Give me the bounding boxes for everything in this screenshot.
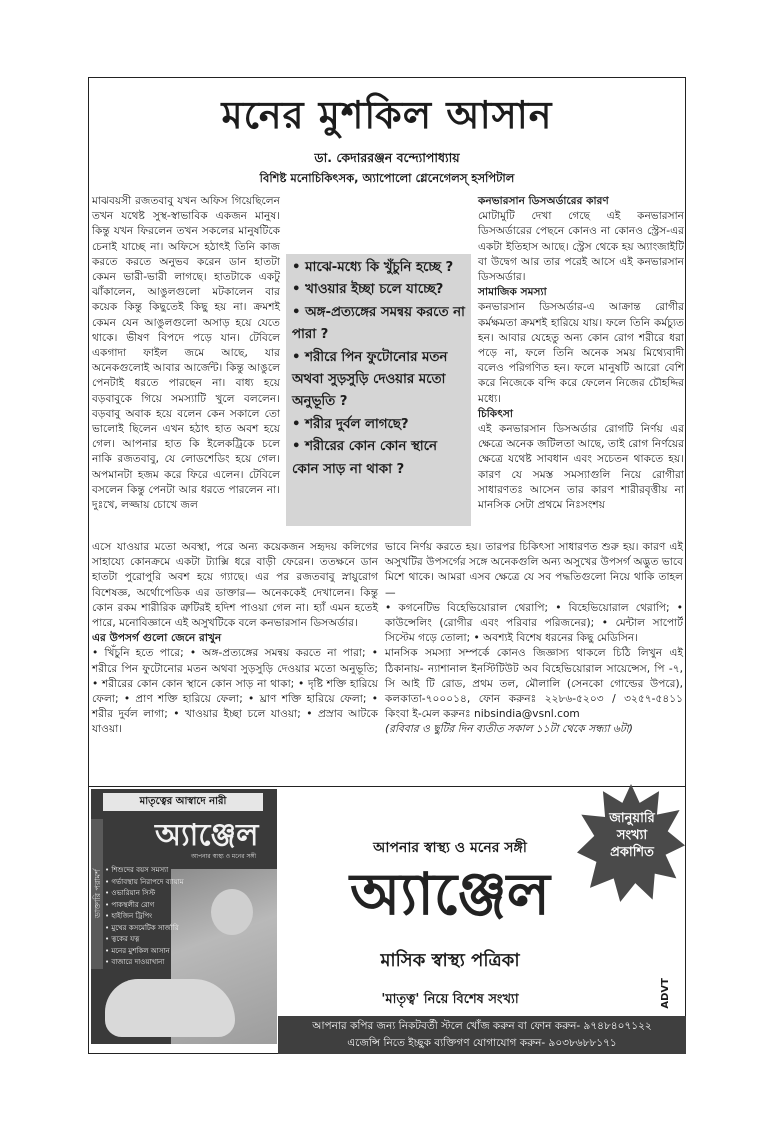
ad-footer: [278, 1016, 686, 1054]
box-item: • শরীরের কোন কোন স্থানে কোন সাড় না থাকা ?: [292, 439, 437, 477]
body-paragraph: মাঝবয়সী রজতবাবু যখন অফিস গিয়েছিলেন তখন যথেষ্ট সুস্থ-স্বাভাবিক একজন মানুষ। কিন্তু যখন ফিরলেন তখন সকলের মানুষটিকে চেনাই যাচ্ছে না। অফিসে হঠাৎই তিনি কাজ করতে করতে অনুভব করেন ডান হাতটা কেমন ভারী-ভারী লাগছে। হাতটাকে একটু ঝাঁকালেন, আঙুলগুলো মটকালেন বার কয়েক কিন্তু কিছুতেই কিছু হয় না। ক্রমশই কেমন যেন আঙুলগুলো অসাড় হয়ে যেতে থাকে। ভীষণ বিপদে পড়ে যান। টেবিলে একগাদা ফাইল জমে আছে, যার অনেকগুলোই আবার আর্জেন্ট। কিন্তু আঙুলে পেনটাই ধরতে পারছেন না। বাধ্য হয়ে বড়বাবুকে গিয়ে সমস্যাটি খুলে বললেন। বড়বাবু অবাক হয়ে বলেন কেন সকালে তো ভালোই ছিলেন এখন হঠাৎ হাত অবশ হয়ে গেল। আপনার হাত কি ইলেকট্রিকে চলে নাকি রজতবাবু, যে লোডশেডিং হয়ে গেল। অপমানটা হজম করে ফিরে এলেন। টেবিলে বসলেন কিন্তু পেনটা আর ধরতে পারলেন না। দুঃখে, লজ্জায় চোখে জল: [92, 195, 280, 512]
baby-image: [105, 979, 235, 1037]
article-title: মনের মুশকিল আসান: [221, 92, 553, 137]
right-column-text: [478, 194, 684, 513]
cover-list-item: • ওভারিয়ান সিস্ট: [105, 889, 156, 897]
ad-divider: [88, 786, 686, 787]
body-paragraph: এসে যাওয়ার মতো অবস্থা, পরে অন্য কয়েকজন সহৃদয় কলিগের সাহায্যে কোনক্রমে একটা ট্যাক্সি ধরে বাড়ী ফেরেন। ততক্ষনে ডান হাতটা পুরোপুরি অবশ হয়ে গ্যাছে। এর পর রজতবাবু স্নায়ুরোগ বিশেষজ্ঞ, অর্থোপেডিক এর ডাক্তার— অনেককেই দেখালেন। কিন্তু কোন রকম শারীরিক ত্রুটিরই হদিশ পাওয়া গেল না। হ্যাঁ এমন হতেই পারে, মনোবিজ্ঞানে এই অসুখটিকে বলে কনভারসান ডিসঅর্ডার।: [92, 541, 378, 630]
left-column-text: [92, 194, 280, 513]
ad-tagline: আপনার স্বাস্থ্য ও মনের সঙ্গী: [373, 840, 527, 856]
magazine-logo: অ্যাঞ্জেল: [350, 860, 550, 928]
lower-left-text: [92, 540, 378, 738]
section-heading: কনভারসান ডিসঅর্ডারের কারণ: [478, 195, 609, 207]
cover-side-label: ডাক্তারি পরামর্শ: [91, 819, 103, 969]
cover-tagline: মাতৃত্বের আস্বাদে নারী: [103, 793, 263, 811]
author-designation: বিশিষ্ট মনোচিকিৎসক, অ্যাপোলো গ্লেনেগেলস্ হসপিটাল: [259, 171, 515, 185]
cover-list-item: • পাকস্থলীর রোগ: [105, 900, 155, 909]
section-heading: চিকিৎসা: [478, 407, 513, 420]
cover-contents-list: [105, 865, 195, 969]
office-hours-note: (রবিবার ও ছুটির দিন ব্যতীত সকাল ১১টা থেকে সন্ধ্যা ৬টা): [385, 723, 633, 736]
cover-list-item: • ত্বকের যত্ন: [105, 935, 140, 943]
magazine-descriptor: মাসিক স্বাস্থ্য পত্রিকা: [380, 950, 520, 971]
advt-label: ADVT: [660, 978, 671, 1009]
author-name: ডা. কেদাররঞ্জন বন্দ্যোপাধ্যায়: [314, 150, 460, 165]
burst-line: সংখ্যা: [616, 828, 648, 843]
cover-list-item: • মুখের কসমেটিক সার্জারি: [105, 923, 179, 932]
cover-logo: অ্যাঞ্জেল: [155, 818, 259, 853]
symptom-question-box: [286, 254, 471, 526]
cover-subtitle: আপনার স্বাস্থ্য ও মনের সঙ্গী: [191, 853, 257, 860]
magazine-cover: [91, 789, 277, 1044]
lower-right-text: [385, 540, 683, 738]
body-paragraph: মোটামুটি দেখা গেছে এই কনভারসান ডিসঅর্ডারের পেছনে কোনও না কোনও স্ট্রেস-এর একটা ইতিহাস আছে। স্ট্রেস থেকে হয় অ্যাংজাইটি বা উদ্বেগ আর তার পরেই আসে এই কনভারসান ডিসঅর্ডার।: [478, 210, 684, 284]
cover-list-item: • মনের মুশকিল আসান: [105, 946, 170, 955]
footer-line: এজেন্সি নিতে ইচ্ছুক ব্যক্তিগণ যোগাযোগ করুন- ৯০৩৮৬৮৮১৭১: [347, 1037, 617, 1049]
cover-list-item: • হাইজিন ট্রিপিং: [105, 912, 153, 920]
contact-info: মানসিক সমস্যা সম্পর্কে কোনও জিজ্ঞাস্য থাকলে চিঠি লিখুন এই ঠিকানায়- ন্যাশানাল ইনস্টিটিউট অব বিহেভিয়োরাল সায়েন্সেস, পি -৭, সি আই টি রোড, প্রথম তল, মৌলালি (সেনকো গোল্ডের উপরে), কলকাতা-৭০০০১৪, ফোন করুনঃ ২২৮৬-৫২০৩ / ৩২৫৭-৫৪১১ কিংবা ই-মেল করুনঃ nibsindia@vsnl.com: [385, 647, 683, 721]
treatment-list: • কগনেটিভ বিহেভিয়োরাল থেরাপি; • বিহেভিয়োরাল থেরাপি; • কাউন্সেলিং (রোগীর এবং পরিবার পরিজনের); • মেন্টাল সাপোর্ট সিস্টেম গড়ে তোলা; • অবশ্যই বিশেষ ধরনের কিছু মেডিসিন।: [385, 601, 683, 645]
starburst-text: [591, 810, 673, 861]
burst-line: প্রকাশিত: [610, 845, 654, 860]
box-item: • শরীর দুর্বল লাগছে?: [292, 416, 409, 432]
cover-list-item: • শিশুদের বয়স সমস্যা: [105, 866, 169, 874]
symptom-list: • খিঁচুনি হতে পারে; • অঙ্গ-প্রত্যঙ্গের সমন্বয় করতে না পারা; • শরীরে পিন ফুটোনোর মতন অথবা সুড়সুড়ি দেওয়ার মতো অনুভূতি; • শরীরের কোন কোন স্থানে কোন সাড় না থাকা; • দৃষ্টি শক্তি হারিয়ে ফেলা; • প্রাণ শক্তি হারিয়ে ফেলা; • ঘ্রাণ শক্তি হারিয়ে ফেলা; • শরীর দুর্বল লাগা; • খাওয়ার ইচ্ছা চলে যাওয়া; • প্রস্রাব আটকে যাওয়া।: [92, 647, 378, 736]
section-heading: এর উপসর্গ গুলো জেনে রাখুন: [92, 632, 222, 645]
footer-line: আপনার কপির জন্য নিকটবর্তী স্টলে খোঁজ করুন বা ফোন করুন- ৯৭৪৮৪০৭১২২: [312, 1020, 652, 1032]
body-paragraph: এই কনভারসান ডিসঅর্ডার রোগটি নির্ণয় এর ক্ষেত্রে অনেক জটিলতা আছে, তাই রোগ নির্ণয়ের ক্ষেত্রে যথেষ্ট সাবধান এবং সচেতন থাকতে হয়। কারণ যে সমস্ত সমস্যাগুলি নিয়ে রোগীরা সাধারণতঃ আসেন তার কারণ শারীরবৃত্তীয় না মানসিক সেটা প্রথমে নিঃসংশয়: [478, 423, 684, 512]
special-issue-label: 'মাতৃত্ব' নিয়ে বিশেষ সংখ্যা: [381, 992, 519, 1007]
box-item: • খাওয়ার ইচ্ছা চলে যাচ্ছে?: [292, 282, 444, 298]
cover-list-item: • বাজারে দাওয়াখানা: [105, 958, 165, 966]
box-item: • মাঝে-মধ্যে কি খুঁচুনি হচ্ছে ?: [292, 260, 454, 275]
section-heading: সামাজিক সমস্যা: [478, 286, 547, 299]
cover-list-item: • গর্ভাবস্থায় নিরাপদে ব্যায়াম: [105, 877, 184, 886]
mother-face-image: [211, 889, 253, 935]
box-item: • অঙ্গ-প্রত্যঙ্গের সমন্বয় করতে না পারা ?: [292, 304, 465, 343]
box-item: • শরীরে পিন ফুটোনোর মতন অথবা সুড়সুড়ি দেওয়ার মতো অনুভূতি ?: [292, 349, 448, 410]
burst-line: জানুয়ারি: [609, 811, 655, 826]
body-paragraph: কনভারসান ডিসঅর্ডার-এ আক্রান্ত রোগীর কর্মক্ষমতা ক্রমশই হারিয়ে যায়। ফলে তিনি কর্মচ্যুত হন। আবার যেহেতু অন্য কোন রোগ শরীরে ধরা পড়ে না, ফলে তিনি অনেক সময় মিথ্যেবাদী বলেও পরিগণিত হন। ফলে মানুষটি আরো বেশি করে নিজেকে বন্দি করে ফেলেন নিজের চৌহদ্দির মধ্যে।: [478, 301, 684, 405]
body-paragraph: ভাবে নির্ণয় করতে হয়। তারপর চিকিৎসা সাধারণত শুরু হয়। কারণ এই অসুখটির উপসর্গের সঙ্গে অনেকগুলি অন্য অসুখের উপসর্গ অদ্ভুত ভাবে মিশে থাকে। আমরা এসব ক্ষেত্রে যে সব পদ্ধতিগুলো নিয়ে থাকি তাহল—: [385, 541, 683, 599]
